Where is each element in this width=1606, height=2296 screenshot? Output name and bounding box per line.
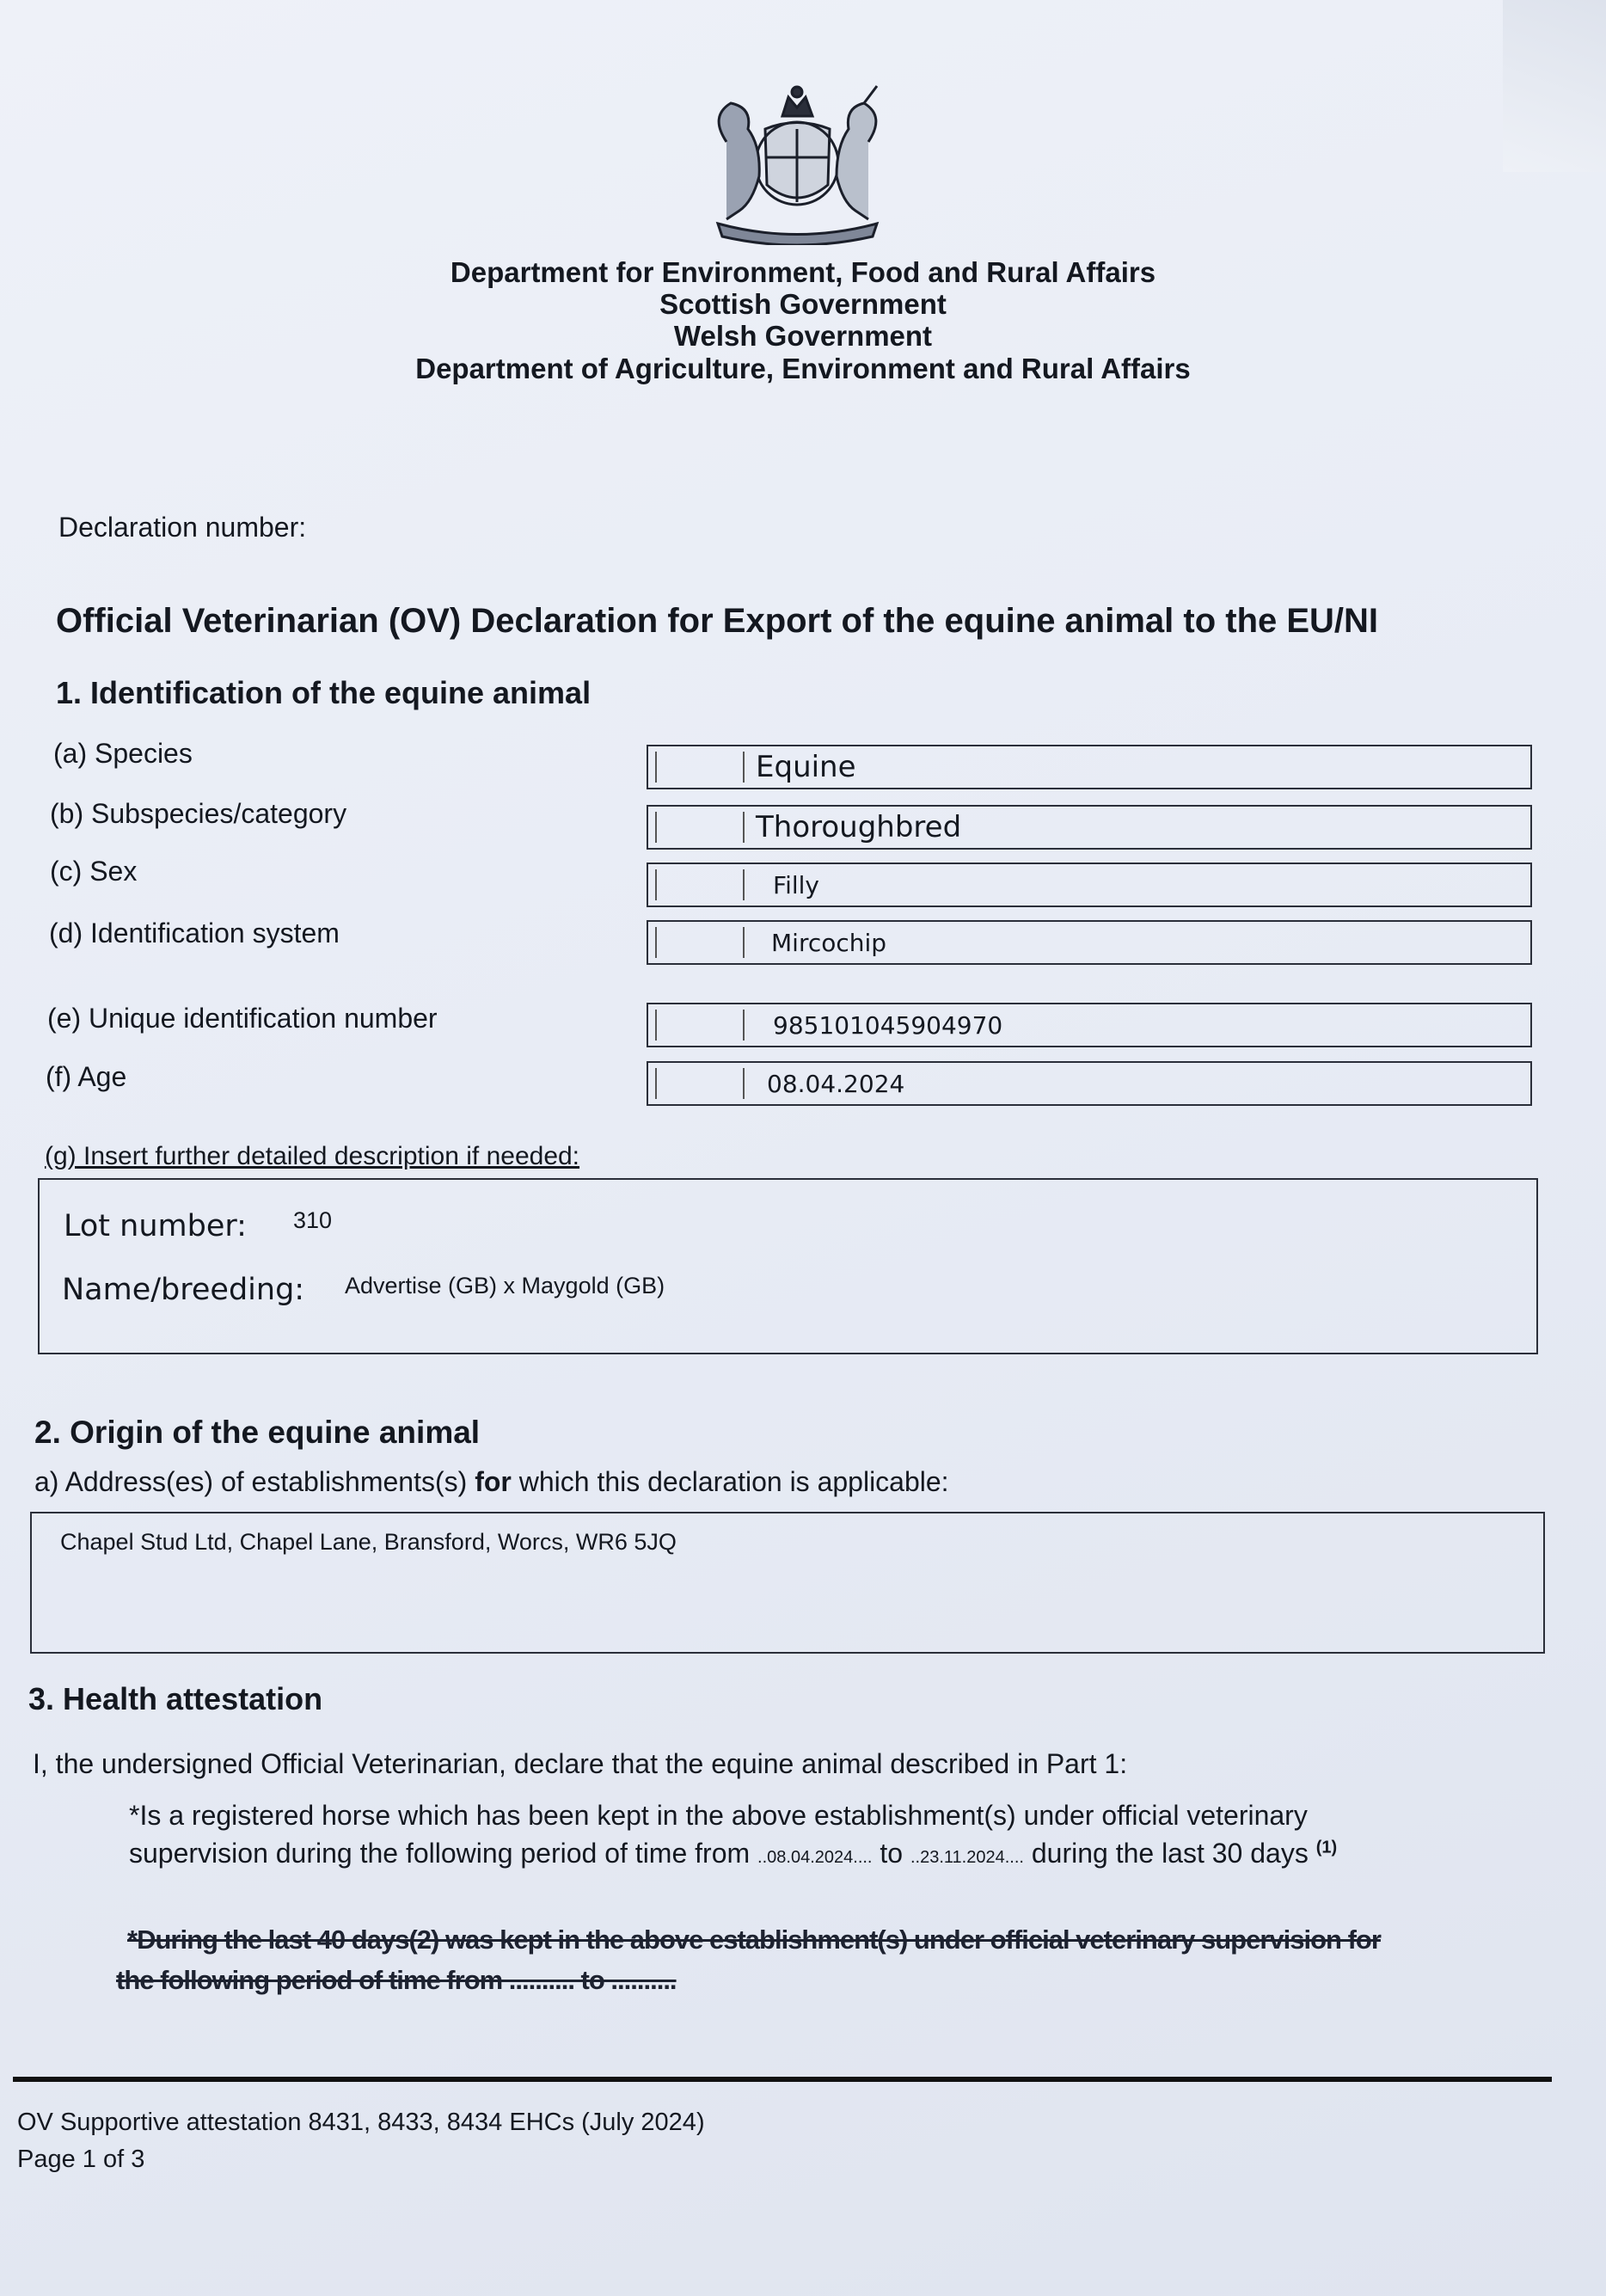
age-field[interactable]: [647, 1061, 1532, 1106]
date-from-field[interactable]: ..08.04.2024....: [757, 1848, 873, 1867]
age-value: 08.04.2024: [767, 1070, 905, 1098]
sex-field[interactable]: [647, 863, 1532, 907]
checkbox-cell[interactable]: [655, 1068, 745, 1099]
attestation-intro: I, the undersigned Official Veterinarian, declare that the equine animal described in Part 1:: [33, 1748, 1128, 1779]
species-label: (a) Species: [53, 738, 193, 769]
address-box[interactable]: [30, 1512, 1545, 1654]
attestation-line2-start: supervision during the following period of time from: [129, 1838, 751, 1869]
department-name-4: Department of Agriculture, Environment and Rural Affairs: [415, 353, 1191, 384]
unique-id-field[interactable]: [647, 1003, 1532, 1047]
date-from-value: 08.04.2024: [767, 1848, 854, 1867]
footer-rule: [13, 2077, 1552, 2082]
section2-heading: 2. Origin of the equine animal: [34, 1415, 481, 1450]
department-name-3: Welsh Government: [673, 320, 933, 352]
subspecies-value: Thoroughbred: [756, 810, 962, 844]
lot-number-value: 310: [293, 1207, 333, 1233]
attestation-line2-end: during the last 30 days: [1031, 1838, 1309, 1869]
section3-heading: 3. Health attestation: [28, 1681, 323, 1716]
unique-id-label: (e) Unique identification number: [47, 1003, 438, 1034]
name-breeding-label: Name/breeding:: [62, 1273, 305, 1307]
department-name-2: Scottish Government: [659, 288, 947, 320]
address-label: [34, 1466, 949, 1498]
sex-label: (c) Sex: [50, 856, 138, 887]
checkbox-cell[interactable]: [655, 812, 745, 843]
attestation-line2: [129, 1838, 1337, 1869]
attestation-to: to: [880, 1838, 904, 1869]
underlying-sheet: [1503, 0, 1606, 172]
lot-number-label: Lot number:: [64, 1209, 247, 1243]
checkbox-cell[interactable]: [655, 927, 745, 958]
address-label-for: for: [475, 1466, 512, 1497]
struck-out-line-2: the following period of time from .......... to ..........: [116, 1965, 677, 1995]
name-breeding-value: Advertise (GB) x Maygold (GB): [345, 1273, 665, 1298]
department-name-1: Department for Environment, Food and Rural Affairs: [450, 256, 1156, 288]
section1-heading: 1. Identification of the equine animal: [56, 675, 592, 710]
identification-system-field[interactable]: [647, 920, 1532, 965]
page-title: Official Veterinarian (OV) Declaration for Export of the equine animal to the EU/NI: [56, 602, 1379, 640]
identification-system-value: Mircochip: [771, 929, 887, 957]
struck-out-line-1: *During the last 40 days(2) was kept in the above establishment(s) under official veterinary supervision for: [127, 1925, 1381, 1955]
attestation-line1: *Is a registered horse which has been kept in the above establishment(s) under official veterinary: [129, 1800, 1308, 1831]
unique-id-value: 985101045904970: [773, 1011, 1003, 1040]
checkbox-cell[interactable]: [655, 869, 745, 900]
identification-system-label: (d) Identification system: [49, 918, 340, 948]
address-label-part-a: a) Address(es) of establishments(s): [34, 1466, 468, 1497]
date-to-field[interactable]: ..23.11.2024....: [910, 1848, 1024, 1867]
age-label: (f) Age: [46, 1061, 127, 1092]
further-description-box[interactable]: [38, 1178, 1538, 1354]
checkbox-cell[interactable]: [655, 1010, 745, 1041]
footer-page-number: Page 1 of 3: [17, 2146, 145, 2173]
footnote-marker: (1): [1315, 1838, 1338, 1857]
species-field[interactable]: [647, 745, 1532, 789]
declaration-number-label: Declaration number:: [58, 512, 307, 543]
checkbox-cell[interactable]: [655, 752, 745, 783]
royal-crest-icon: [692, 82, 903, 245]
subspecies-label: (b) Subspecies/category: [50, 798, 347, 829]
address-value: Chapel Stud Ltd, Chapel Lane, Bransford, Worcs, WR6 5JQ: [60, 1529, 677, 1555]
species-value: Equine: [756, 750, 856, 784]
further-description-label: (g) Insert further detailed description if needed:: [45, 1142, 580, 1170]
subspecies-field[interactable]: [647, 805, 1532, 850]
sex-value: Filly: [773, 871, 819, 899]
footer-attestation-reference: OV Supportive attestation 8431, 8433, 8434 EHCs (July 2024): [17, 2109, 705, 2136]
date-to-value: 23.11.2024: [920, 1848, 1005, 1867]
address-label-part-b: which this declaration is applicable:: [518, 1466, 949, 1497]
